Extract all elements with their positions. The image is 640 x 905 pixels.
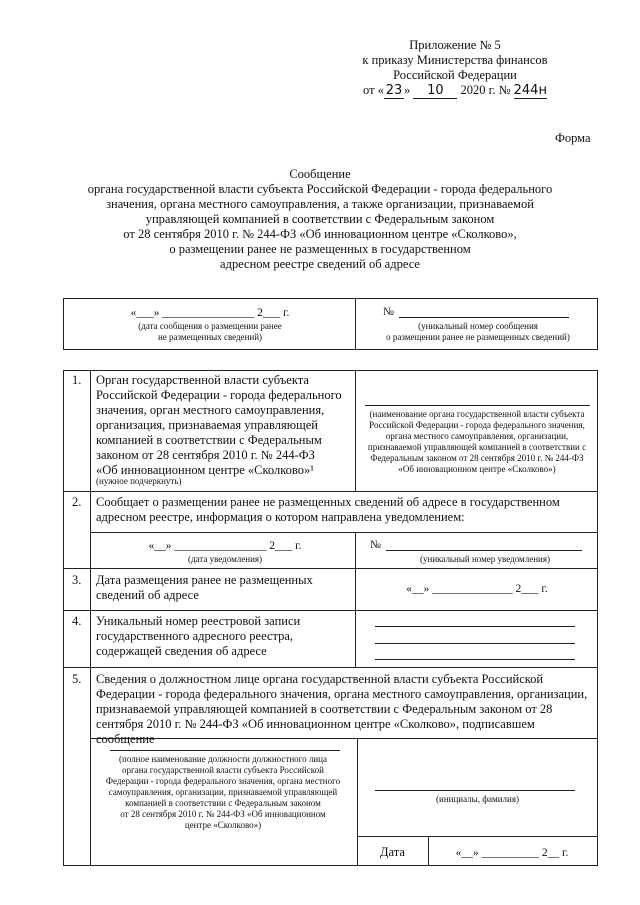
notice-number-caption: (уникальный номер уведомления) [420,554,550,564]
row1-caption: (наименование органа государственной власти субъекта Российской Федерации - города федерального значения, органа местного самоуправления, организации, признаваемой управляющей компанией в соответствии с Федеральным законом от 28 сентября 2010 г. № 244-ФЗ «Об инновационном центре «Сколково») [367,409,587,474]
appendix-month: 10 [413,83,457,99]
message-number-line [399,317,569,318]
appendix-date-line: от « 23 » 10 2020 г. № 244н [363,83,547,98]
appendix-order: к приказу Министерства финансов [362,53,548,67]
notice-number-line [386,550,582,551]
appendix-ministry: Российской Федерации [393,68,517,82]
row4-text: Уникальный номер реестровой записи государственного адресного реестра, содержащей сведения об адресе [96,614,301,658]
appendix-day: 23 [385,83,403,98]
signature-date-line: «__» __________ 2__ г. [455,847,569,859]
appendix-title: Приложение № 5 [409,38,501,52]
registry-number-line-1 [375,626,575,627]
row1-fill-line [365,405,590,406]
notice-number-prefix: № [370,539,381,551]
row4-number: 4. [72,614,82,628]
row1-note: (нужное подчеркнуть) [96,476,182,486]
row1-number: 1. [72,373,82,387]
official-name-caption: (инициалы, фамилия) [436,794,519,804]
row5-number: 5. [72,672,82,686]
appendix-block [350,38,560,99]
official-position-caption: (полное наименование должности должностного лица органа государственной власти субъекта Российской Федерации - города федерального значения, органа местного самоуправления, организации, признаваемой управляющей компанией в соответствии с Федеральным законом от 28 сентября 2010 г. № 244-ФЗ «Об инновационном центре «Сколково») [105,754,341,830]
official-name-line [375,790,575,791]
official-position-line [110,750,340,751]
form-label: Форма [555,131,591,145]
signature-date-label: Дата [380,845,405,859]
row2-text: Сообщает о размещении ранее не размещенных сведений об адресе в государственном адресном реестре, информация о котором направлена уведомлением: [96,495,560,524]
num-column-line [90,370,91,866]
message-date-line: «___» ________________ 2___ г. [130,307,290,319]
message-number-prefix: № [383,306,394,318]
notice-date-line: «__» ________________ 2___ г. [148,540,302,552]
row3-text: Дата размещения ранее не размещенных сведений об адресе [96,573,313,602]
message-number-caption: (уникальный номер сообщения о размещении ранее не размещенных сведений) [386,321,570,342]
row3-number: 3. [72,573,82,587]
document-title: Сообщение органа государственной власти субъекта Российской Федерации - города федерального значения, органа местного самоуправления, а также организации, признаваемой управляющей компанией в соответствии с Федеральным законом от 28 сентября 2010 г. № 244-ФЗ «Об инновационном центре «Сколково», о размещении ранее не размещенных в государственном адресном реестре сведений об адресе [87,167,553,271]
appendix-number: 244н [513,83,547,98]
placement-date-line: «__» ______________ 2___ г. [406,583,548,595]
row5-text: Сведения о должностном лице органа государственной власти субъекта Российской Федерации - города федерального значения, органа местного самоуправления, организации, признаваемой управляющей компанией в соответствии с Федеральным законом от 28 сентября 2010 г. № 244-ФЗ «Об инновационном центре «Сколково», подписавшем сообщение [96,672,588,746]
header-divider [355,298,356,350]
row1-text: Орган государственной власти субъекта Российской Федерации - города федерального значения, орган местного самоуправления, организация, признаваемая управляющей компанией в соответствии с Федеральным законом от 28 сентября 2010 г. № 244-ФЗ «Об инновационном центре «Сколково»¹ [96,373,342,477]
registry-number-line-3 [375,659,575,660]
message-date-caption: (дата сообщения о размещении ранее не размещенных сведений) [138,321,282,342]
notice-date-caption: (дата уведомления) [187,554,263,564]
row2-number: 2. [72,495,82,509]
registry-number-line-2 [375,643,575,644]
